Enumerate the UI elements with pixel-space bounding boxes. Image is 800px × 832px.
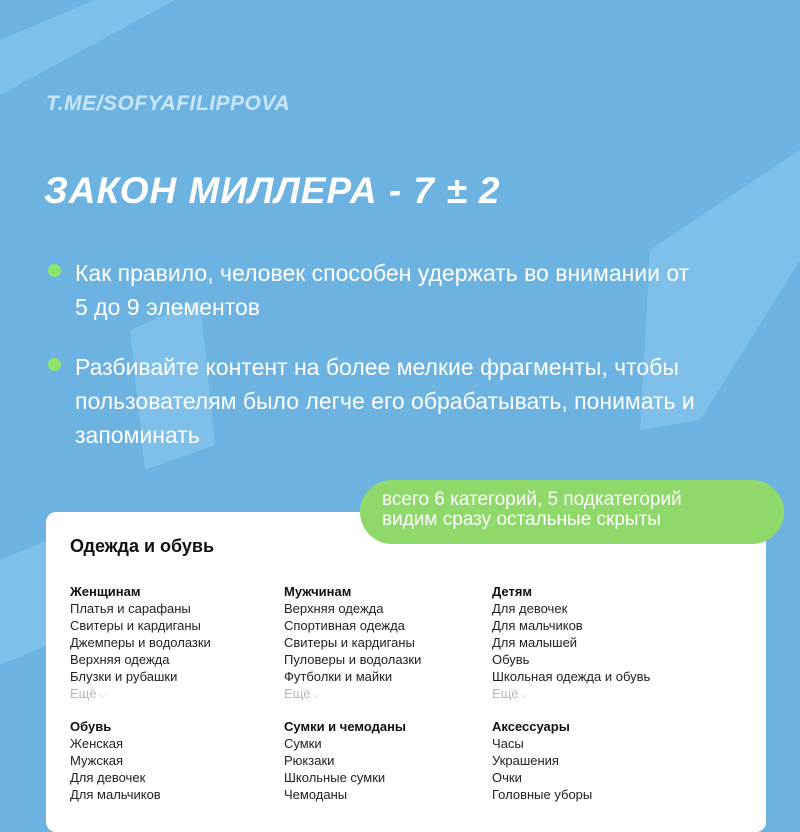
subcategory-link[interactable]: Свитеры и кардиганы — [284, 635, 415, 650]
subcategory-link[interactable]: Верхняя одежда — [284, 601, 384, 616]
show-more-button[interactable] — [284, 685, 421, 704]
catalog-card — [46, 512, 766, 832]
chevron-down-icon: ⌵ — [312, 690, 320, 700]
show-more-button[interactable] — [70, 685, 211, 704]
subcategory-link[interactable]: Чемоданы — [284, 787, 348, 802]
subcategory-link[interactable]: Джемперы и водолазки — [70, 635, 211, 650]
subcategory-link[interactable]: Головные уборы — [492, 787, 593, 802]
subcategory-link[interactable]: Обувь — [492, 652, 530, 667]
subcategory-link[interactable]: Свитеры и кардиганы — [70, 618, 201, 633]
category-heading[interactable]: Женщинам — [70, 584, 141, 599]
page-title: ЗАКОН МИЛЛЕРА - 7 ± 2 — [44, 170, 501, 211]
annotation-callout — [360, 480, 784, 544]
bullet-item — [48, 350, 725, 452]
card-title: Одежда и обувь — [70, 536, 215, 556]
show-more-label: Ещё — [284, 686, 311, 701]
subcategory-link[interactable]: Футболки и майки — [284, 669, 393, 684]
subcategory-link[interactable]: Очки — [492, 770, 522, 785]
subcategory-link[interactable]: Школьная одежда и обувь — [492, 669, 651, 684]
subcategory-link[interactable]: Рюкзаки — [284, 753, 335, 768]
category-heading[interactable]: Мужчинам — [284, 584, 352, 599]
subcategory-link[interactable]: Мужская — [70, 753, 124, 768]
category-heading[interactable]: Аксессуары — [492, 719, 570, 734]
category-column — [492, 583, 650, 704]
subcategory-link[interactable]: Для малышей — [492, 635, 578, 650]
channel-handle: T.ME/SOFYAFILIPPOVA — [46, 92, 291, 115]
subcategory-link[interactable]: Пуловеры и водолазки — [284, 652, 422, 667]
chevron-down-icon: ⌵ — [520, 690, 528, 700]
category-column — [492, 718, 592, 803]
category-heading[interactable]: Детям — [492, 584, 533, 599]
show-more-label: Ещё — [492, 686, 519, 701]
subcategory-link[interactable]: Для мальчиков — [492, 618, 583, 633]
category-heading[interactable]: Сумки и чемоданы — [284, 719, 407, 734]
bullet-text: Разбивайте контент на более мелкие фрагменты, чтобы пользователям было легче его обрабатывать, понимать и запоминать — [75, 354, 695, 448]
category-column — [70, 583, 211, 704]
subcategory-link[interactable]: Сумки — [284, 736, 322, 751]
subcategory-link[interactable]: Блузки и рубашки — [70, 669, 178, 684]
category-heading[interactable]: Обувь — [70, 719, 112, 734]
category-column — [284, 718, 406, 803]
category-column — [284, 583, 421, 704]
chevron-down-icon: ⌵ — [98, 690, 106, 700]
subcategory-link[interactable]: Женская — [70, 736, 123, 751]
bullet-dot-icon — [48, 264, 61, 277]
subcategory-link[interactable]: Школьные сумки — [284, 770, 386, 785]
bullet-dot-icon — [48, 358, 61, 371]
subcategory-link[interactable]: Часы — [492, 736, 524, 751]
callout-line: видим сразу остальные скрыты — [382, 509, 661, 530]
show-more-label: Ещё — [70, 686, 97, 701]
subcategory-link[interactable]: Спортивная одежда — [284, 618, 405, 633]
subcategory-link[interactable]: Платья и сарафаны — [70, 601, 191, 616]
callout-line: всего 6 категорий, 5 подкатегорий — [382, 489, 682, 510]
bullet-text: Как правило, человек способен удержать во внимании от 5 до 9 элементов — [75, 260, 690, 320]
show-more-button[interactable] — [492, 685, 650, 704]
category-column — [70, 718, 161, 803]
subcategory-link[interactable]: Украшения — [492, 753, 559, 768]
subcategory-link[interactable]: Для девочек — [492, 601, 568, 616]
bullet-item — [48, 256, 695, 324]
subcategory-link[interactable]: Верхняя одежда — [70, 652, 170, 667]
subcategory-link[interactable]: Для мальчиков — [70, 787, 161, 802]
subcategory-link[interactable]: Для девочек — [70, 770, 146, 785]
